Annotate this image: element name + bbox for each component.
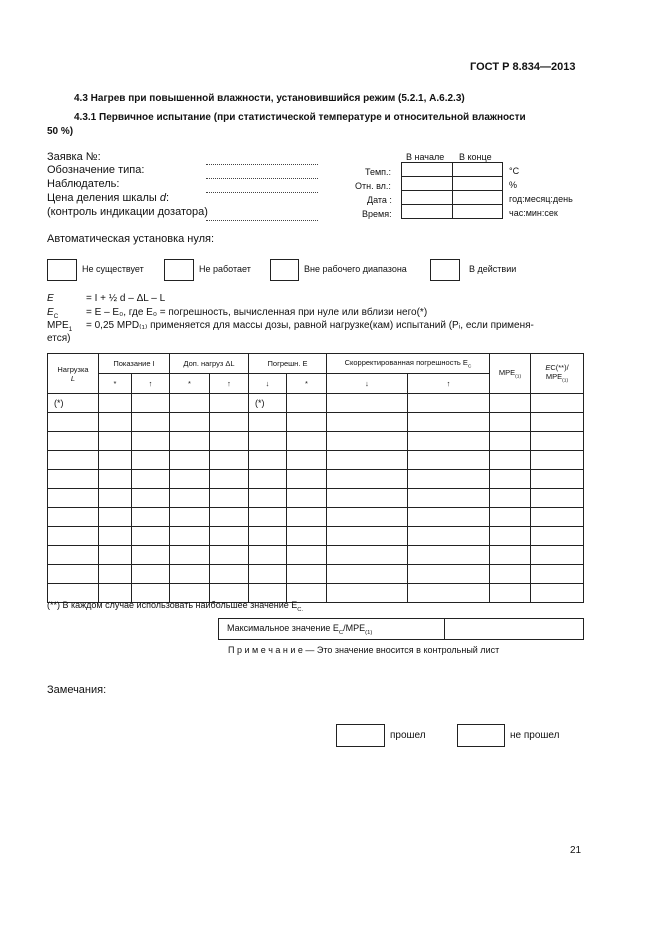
table-cell[interactable] bbox=[99, 527, 132, 546]
table-cell[interactable] bbox=[490, 432, 531, 451]
temp-label: Темп.: bbox=[365, 167, 392, 177]
opt-out-of-range: Вне рабочего диапазона bbox=[304, 264, 407, 274]
conditions-grid bbox=[401, 162, 503, 219]
unit-time: час:мин:сек bbox=[509, 208, 558, 218]
table-cell[interactable] bbox=[490, 451, 531, 470]
col-start-header: В начале bbox=[406, 152, 445, 162]
table-cell[interactable] bbox=[327, 546, 408, 565]
table-cell[interactable] bbox=[531, 451, 584, 470]
subsection-title-cont: 50 %) bbox=[47, 126, 74, 137]
table-cell[interactable] bbox=[99, 489, 132, 508]
results-table bbox=[47, 353, 584, 603]
table-cell[interactable] bbox=[490, 565, 531, 584]
table-cell[interactable] bbox=[490, 413, 531, 432]
date-label: Дата : bbox=[367, 195, 392, 205]
table-cell[interactable] bbox=[48, 546, 99, 565]
table-cell[interactable] bbox=[249, 546, 287, 565]
unit-pct: % bbox=[509, 180, 518, 190]
table-cell[interactable] bbox=[408, 470, 490, 489]
table-cell[interactable] bbox=[132, 432, 170, 451]
table-cell[interactable] bbox=[408, 394, 490, 413]
humidity-end-cell[interactable] bbox=[452, 177, 503, 191]
table-row bbox=[48, 508, 584, 527]
table-cell[interactable] bbox=[99, 508, 132, 527]
table-cell[interactable] bbox=[132, 451, 170, 470]
table-cell[interactable] bbox=[531, 489, 584, 508]
table-cell[interactable] bbox=[99, 394, 132, 413]
table-cell[interactable] bbox=[170, 527, 210, 546]
table-cell[interactable] bbox=[249, 432, 287, 451]
standard-number: ГОСТ Р 8.834—2013 bbox=[470, 61, 576, 73]
scale-division-field[interactable] bbox=[206, 208, 318, 226]
table-cell[interactable] bbox=[48, 508, 99, 527]
max-value-label: Максимальное значение $E_C/MPE_{(1)}$ bbox=[219, 619, 445, 640]
table-cell[interactable] bbox=[48, 451, 99, 470]
pass-checkbox[interactable] bbox=[336, 724, 385, 747]
table-cell[interactable] bbox=[170, 394, 210, 413]
table-row bbox=[48, 489, 584, 508]
reading-down-mark: * bbox=[99, 374, 132, 394]
table-cell[interactable] bbox=[287, 565, 327, 584]
table-cell[interactable] bbox=[48, 527, 99, 546]
zero-title: Автоматическая установка нуля: bbox=[47, 233, 215, 245]
header-error: Погрешн. E bbox=[249, 354, 327, 374]
opt-active: В действии bbox=[469, 264, 517, 274]
table-cell[interactable] bbox=[408, 508, 490, 527]
table-cell[interactable] bbox=[210, 413, 249, 432]
table-cell[interactable] bbox=[99, 565, 132, 584]
table-cell[interactable] bbox=[249, 508, 287, 527]
header-add-load: Доп. нагруз ΔL bbox=[170, 354, 249, 374]
error-up-mark: * bbox=[287, 374, 327, 394]
observer-field[interactable] bbox=[206, 180, 318, 198]
table-cell[interactable] bbox=[210, 489, 249, 508]
table-cell[interactable] bbox=[408, 432, 490, 451]
table-cell[interactable] bbox=[48, 565, 99, 584]
table-cell[interactable] bbox=[287, 432, 327, 451]
table-cell[interactable] bbox=[531, 584, 584, 603]
table-cell[interactable] bbox=[210, 451, 249, 470]
table-row bbox=[48, 527, 584, 546]
note: П р и м е ч а н и е — Это значение вносится в контрольный лист bbox=[228, 645, 500, 655]
time-label: Время: bbox=[362, 209, 392, 219]
table-cell[interactable] bbox=[408, 489, 490, 508]
header-mpe: $MPE_{(1)}$ bbox=[490, 354, 531, 394]
table-cell[interactable] bbox=[327, 584, 408, 603]
table-cell[interactable] bbox=[287, 527, 327, 546]
table-cell[interactable] bbox=[170, 413, 210, 432]
corrected-up-arrow: ↑ bbox=[408, 374, 490, 394]
table-cell[interactable] bbox=[132, 508, 170, 527]
table-cell[interactable] bbox=[287, 489, 327, 508]
table-cell[interactable] bbox=[170, 565, 210, 584]
table-cell[interactable] bbox=[327, 432, 408, 451]
max-value-table bbox=[218, 618, 584, 640]
table-cell[interactable] bbox=[531, 546, 584, 565]
table-cell[interactable] bbox=[170, 489, 210, 508]
application-label: Заявка №: bbox=[47, 151, 101, 163]
table-cell[interactable] bbox=[99, 546, 132, 565]
subsection-title: 4.3.1 Первичное испытание (при статистической температуре и относительной влажности bbox=[74, 112, 526, 123]
table-cell[interactable] bbox=[132, 489, 170, 508]
footnote: (**) В каждом случае использовать наибольшее значение $E_{C.}$ bbox=[47, 600, 304, 613]
table-cell[interactable] bbox=[327, 413, 408, 432]
table-cell[interactable] bbox=[210, 394, 249, 413]
table-cell[interactable] bbox=[249, 413, 287, 432]
table-cell[interactable] bbox=[327, 489, 408, 508]
table-cell[interactable] bbox=[490, 527, 531, 546]
formula-ec-definition: = E – E₀, где E₀ = погрешность, вычисленная при нуле или вблизи него(*) bbox=[86, 307, 428, 318]
table-cell[interactable] bbox=[287, 413, 327, 432]
date-start-cell[interactable] bbox=[402, 191, 453, 205]
observer-label: Наблюдатель: bbox=[47, 178, 120, 190]
table-cell[interactable] bbox=[249, 489, 287, 508]
table-cell[interactable] bbox=[531, 413, 584, 432]
table-cell[interactable] bbox=[210, 470, 249, 489]
table-row bbox=[48, 565, 584, 584]
header-reading: Показание I bbox=[99, 354, 170, 374]
table-cell[interactable] bbox=[408, 546, 490, 565]
table-cell[interactable] bbox=[249, 527, 287, 546]
formula-e-symbol: E bbox=[47, 293, 54, 304]
table-cell[interactable] bbox=[531, 394, 584, 413]
table-cell[interactable]: (*) bbox=[249, 394, 287, 413]
table-cell[interactable] bbox=[170, 470, 210, 489]
table-cell[interactable] bbox=[408, 451, 490, 470]
table-cell[interactable] bbox=[531, 565, 584, 584]
table-cell[interactable] bbox=[132, 413, 170, 432]
table-cell[interactable] bbox=[531, 527, 584, 546]
table-cell[interactable] bbox=[287, 451, 327, 470]
unit-temp: °С bbox=[509, 166, 520, 176]
opt-not-exist: Не существует bbox=[82, 264, 144, 274]
table-cell[interactable] bbox=[408, 565, 490, 584]
formula-mpe-symbol: $MPE_1$ bbox=[47, 320, 73, 333]
time-end-cell[interactable] bbox=[452, 205, 503, 219]
reading-up-arrow: ↑ bbox=[132, 374, 170, 394]
table-cell[interactable] bbox=[99, 413, 132, 432]
table-cell[interactable] bbox=[408, 527, 490, 546]
opt-not-working: Не работает bbox=[199, 264, 251, 274]
table-cell[interactable] bbox=[132, 565, 170, 584]
table-cell[interactable] bbox=[490, 470, 531, 489]
table-row bbox=[48, 470, 584, 489]
checkbox-active[interactable] bbox=[430, 259, 460, 281]
table-cell[interactable] bbox=[132, 546, 170, 565]
table-row bbox=[48, 432, 584, 451]
header-ratio: EC(**)/ $MPE_{(1)}$ bbox=[531, 354, 584, 394]
formula-ec-symbol: $E_C$ bbox=[47, 307, 59, 320]
checkbox-not-exist[interactable] bbox=[47, 259, 77, 281]
table-cell[interactable] bbox=[327, 527, 408, 546]
temp-start-cell[interactable] bbox=[402, 163, 453, 177]
table-cell[interactable] bbox=[287, 508, 327, 527]
add-load-down-mark: * bbox=[170, 374, 210, 394]
table-cell[interactable] bbox=[132, 394, 170, 413]
temp-end-cell[interactable] bbox=[452, 163, 503, 177]
table-cell[interactable] bbox=[327, 470, 408, 489]
table-cell[interactable] bbox=[170, 432, 210, 451]
table-row bbox=[48, 451, 584, 470]
table-cell[interactable] bbox=[99, 470, 132, 489]
table-cell[interactable] bbox=[132, 470, 170, 489]
corrected-down-arrow: ↓ bbox=[327, 374, 408, 394]
table-cell[interactable] bbox=[327, 508, 408, 527]
dispenser-control-label: (контроль индикации дозатора) bbox=[47, 206, 208, 218]
table-cell[interactable] bbox=[531, 508, 584, 527]
table-cell[interactable] bbox=[490, 489, 531, 508]
table-cell[interactable] bbox=[531, 470, 584, 489]
fail-checkbox[interactable] bbox=[457, 724, 505, 747]
header-load: Нагрузка L bbox=[48, 354, 99, 394]
table-row bbox=[48, 394, 584, 413]
table-cell[interactable] bbox=[99, 432, 132, 451]
table-cell[interactable] bbox=[531, 432, 584, 451]
table-cell[interactable] bbox=[48, 489, 99, 508]
fail-label: не прошел bbox=[510, 730, 560, 741]
table-cell[interactable] bbox=[132, 527, 170, 546]
table-cell[interactable] bbox=[249, 470, 287, 489]
pass-label: прошел bbox=[390, 730, 426, 741]
table-cell[interactable] bbox=[48, 413, 99, 432]
type-label: Обозначение типа: bbox=[47, 164, 145, 176]
header-corrected: Скорректированная погрешность $E_C$ bbox=[327, 354, 490, 374]
table-cell[interactable] bbox=[327, 451, 408, 470]
table-cell[interactable] bbox=[287, 394, 327, 413]
max-value-cell[interactable] bbox=[445, 619, 584, 640]
table-row bbox=[48, 546, 584, 565]
table-cell[interactable] bbox=[210, 432, 249, 451]
humidity-label: Отн. вл.: bbox=[355, 181, 391, 191]
table-cell[interactable] bbox=[48, 470, 99, 489]
page-number: 21 bbox=[570, 845, 582, 856]
table-cell[interactable] bbox=[210, 508, 249, 527]
table-cell[interactable] bbox=[490, 546, 531, 565]
humidity-start-cell[interactable] bbox=[402, 177, 453, 191]
table-cell[interactable] bbox=[287, 470, 327, 489]
table-cell[interactable] bbox=[249, 565, 287, 584]
unit-date: год:месяц:день bbox=[509, 194, 573, 204]
table-cell[interactable] bbox=[408, 413, 490, 432]
table-cell[interactable] bbox=[210, 527, 249, 546]
table-cell[interactable] bbox=[490, 508, 531, 527]
table-cell[interactable] bbox=[490, 584, 531, 603]
date-end-cell[interactable] bbox=[452, 191, 503, 205]
table-cell[interactable] bbox=[490, 394, 531, 413]
scale-division-label: Цена деления шкалы d: bbox=[47, 192, 170, 204]
add-load-up-arrow: ↑ bbox=[210, 374, 249, 394]
table-cell[interactable] bbox=[99, 451, 132, 470]
table-cell[interactable] bbox=[249, 451, 287, 470]
table-cell[interactable] bbox=[327, 394, 408, 413]
time-start-cell[interactable] bbox=[402, 205, 453, 219]
section-title: 4.3 Нагрев при повышенной влажности, установившийся режим (5.2.1, А.6.2.3) bbox=[74, 93, 465, 104]
table-cell[interactable] bbox=[408, 584, 490, 603]
table-cell[interactable] bbox=[170, 451, 210, 470]
table-cell[interactable] bbox=[48, 432, 99, 451]
table-cell[interactable] bbox=[170, 546, 210, 565]
error-down-arrow: ↓ bbox=[249, 374, 287, 394]
table-cell[interactable] bbox=[327, 565, 408, 584]
table-cell[interactable] bbox=[210, 546, 249, 565]
col-end-header: В конце bbox=[459, 152, 492, 162]
checkbox-out-of-range[interactable] bbox=[270, 259, 299, 281]
table-row bbox=[48, 413, 584, 432]
table-cell[interactable] bbox=[170, 508, 210, 527]
table-cell[interactable] bbox=[210, 565, 249, 584]
formula-mpe-definition-cont: ется) bbox=[47, 333, 71, 344]
checkbox-not-working[interactable] bbox=[164, 259, 194, 281]
table-cell[interactable]: (*) bbox=[48, 394, 99, 413]
remarks-label: Замечания: bbox=[47, 684, 107, 696]
table-cell[interactable] bbox=[287, 546, 327, 565]
formula-e-definition: = I + ½ d – ΔL – L bbox=[86, 293, 166, 304]
formula-mpe-definition: = 0,25 MPD₍₁₎ применяется для массы дозы, равной нагрузке(кам) испытаний (Pᵢ, если применя- bbox=[86, 320, 534, 331]
